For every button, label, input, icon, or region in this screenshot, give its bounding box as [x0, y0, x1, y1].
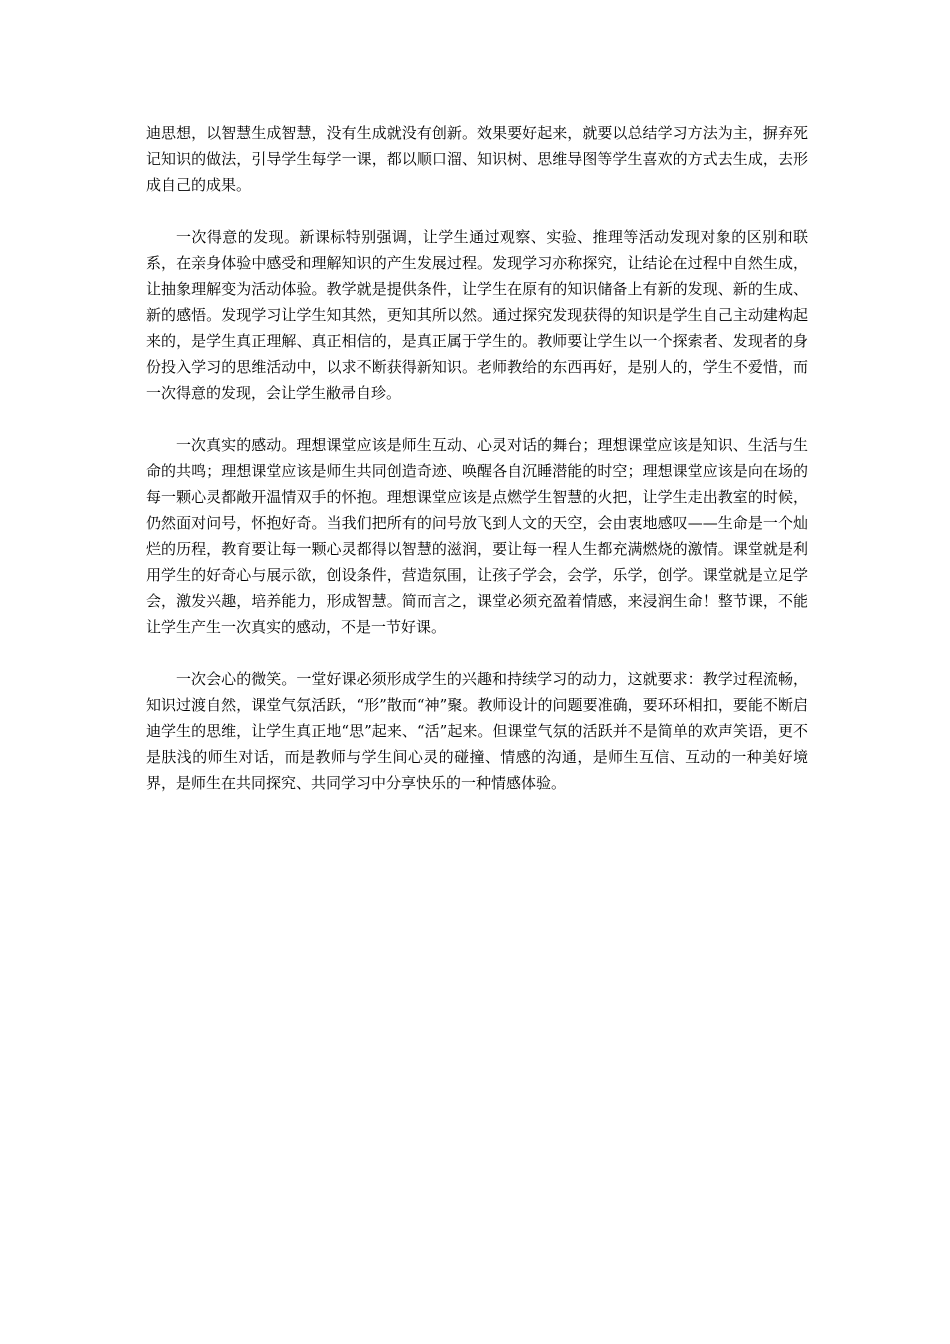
document-body	[146, 120, 808, 822]
paragraph-smile: 一次会心的微笑。一堂好课必须形成学生的兴趣和持续学习的动力，这就要求：教学过程流畅，知识过渡自然，课堂气氛活跃，“形”散而“神”聚。教师设计的问题要准确，要环环相扣，要能不断启迪学生的思维，让学生真正地“思”起来、“活”起来。但课堂气氛的活跃并不是简单的欢声笑语，更不是肤浅的师生对话，而是教师与学生间心灵的碰撞、情感的沟通，是师生互信、互动的一种美好境界，是师生在共同探究、共同学习中分享快乐的一种情感体验。	[146, 670, 808, 792]
paragraph-emotion: 一次真实的感动。理想课堂应该是师生互动、心灵对话的舞台；理想课堂应该是知识、生活与生命的共鸣；理想课堂应该是师生共同创造奇迹、唤醒各自沉睡潜能的时空；理想课堂应该是向在场的每一颗心灵都敞开温情双手的怀抱。理想课堂应该是点燃学生智慧的火把，让学生走出教室的时候，仍然面对问号，怀抱好奇。当我们把所有的问号放飞到人文的天空，会由衷地感叹——生命是一个灿烂的历程，教育要让每一颗心灵都得以智慧的滋润，要让每一程人生都充满燃烧的激情。课堂就是利用学生的好奇心与展示欲，创设条件，营造氛围，让孩子学会，会学，乐学，创学。课堂就是立足学会，激发兴趣，培养能力，形成智慧。简而言之，课堂必须充盈着情感，来浸润生命！整节课，不能让学生产生一次真实的感动，不是一节好课。	[146, 436, 808, 636]
paragraph-discovery: 一次得意的发现。新课标特别强调，让学生通过观察、实验、推理等活动发现对象的区别和联系，在亲身体验中感受和理解知识的产生发展过程。发现学习亦称探究，让结论在过程中自然生成，让抽象理解变为活动体验。教学就是提供条件，让学生在原有的知识储备上有新的发现、新的生成、新的感悟。发现学习让学生知其然，更知其所以然。通过探究发现获得的知识是学生自己主动建构起来的，是学生真正理解、真正相信的，是真正属于学生的。教师要让学生以一个探索者、发现者的身份投入学习的思维活动中，以求不断获得新知识。老师教给的东西再好，是别人的，学生不爱惜，而一次得意的发现，会让学生敝帚自珍。	[146, 228, 808, 402]
paragraph-continuation: 迪思想，以智慧生成智慧，没有生成就没有创新。效果要好起来，就要以总结学习方法为主，摒弃死记知识的做法，引导学生每学一课，都以顺口溜、知识树、思维导图等学生喜欢的方式去生成，去形成自己的成果。	[146, 124, 808, 194]
